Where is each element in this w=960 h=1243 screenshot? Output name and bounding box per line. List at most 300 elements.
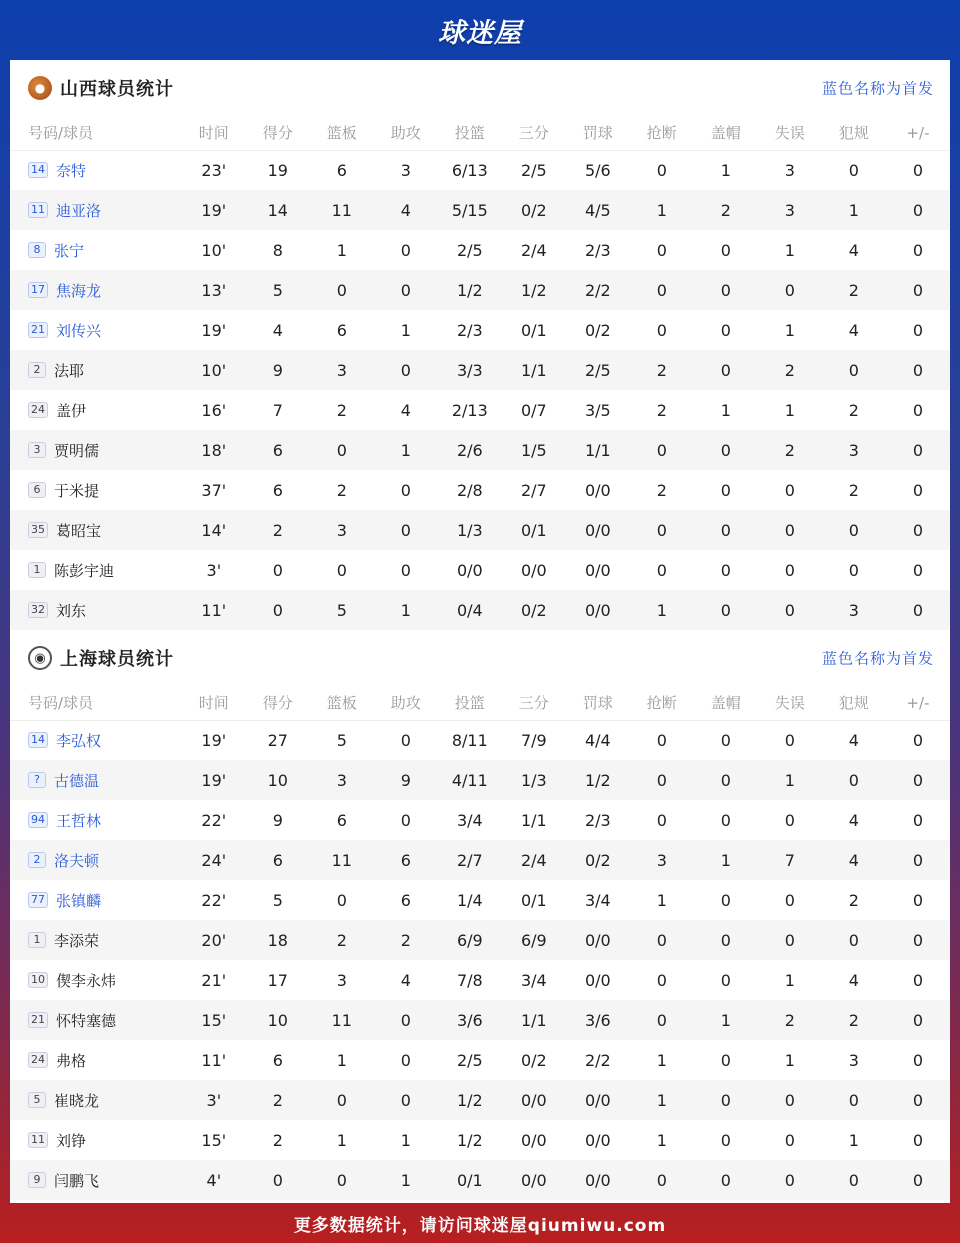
stat-cell: 7/9 <box>520 730 547 750</box>
stat-cell: 19' <box>182 760 246 800</box>
stat-cell: 23' <box>201 160 227 180</box>
stat-cell: 0 <box>720 1130 731 1150</box>
column-header[interactable]: 三分 <box>502 686 566 720</box>
player-name-link[interactable]: 奈特 <box>56 161 87 180</box>
stat-cell: 2 <box>848 400 859 420</box>
table-row[interactable] <box>10 550 950 590</box>
stat-cell: 15' <box>201 1130 227 1150</box>
column-header[interactable]: 助攻 <box>374 686 438 720</box>
stat-cell: 0 <box>374 1080 438 1120</box>
player-name-link[interactable]: 李添荣 <box>54 931 100 950</box>
stat-cell: 1 <box>656 1130 667 1150</box>
column-header[interactable]: 失误 <box>758 686 822 720</box>
player-name-link[interactable]: 李弘权 <box>56 731 102 750</box>
stat-cell: 0/0 <box>566 590 630 630</box>
stat-cell: 0 <box>630 1000 694 1040</box>
stat-cell: 0 <box>784 1130 795 1150</box>
stat-cell: 0/0 <box>456 560 483 580</box>
stat-cell: 2 <box>758 1000 822 1040</box>
stat-cell: 0 <box>694 760 758 800</box>
table-row[interactable] <box>10 1000 950 1040</box>
stat-cell: 2/3 <box>584 810 611 830</box>
stat-cell: 0 <box>630 430 694 470</box>
column-header[interactable]: 号码/球员 <box>10 686 182 720</box>
stat-cell: 0/1 <box>502 510 566 550</box>
jersey-number-badge: ? <box>28 772 46 788</box>
stat-cell: 0/2 <box>502 590 566 630</box>
player-cell[interactable] <box>10 270 182 310</box>
column-header[interactable]: 时间 <box>182 116 246 150</box>
stat-cell: 0 <box>694 920 758 960</box>
stat-cell: 6/13 <box>451 160 488 180</box>
table-row[interactable] <box>10 150 950 190</box>
player-name-link[interactable]: 张镇麟 <box>56 891 102 910</box>
jersey-number-badge: 2 <box>28 852 46 868</box>
stat-cell: 0 <box>886 920 950 960</box>
stat-cell: 9 <box>374 760 438 800</box>
stat-cell: 0 <box>822 510 886 550</box>
table-header-row <box>10 116 950 150</box>
starter-legend-note: 蓝色名称为首发 <box>821 649 934 668</box>
jersey-number-badge: 24 <box>28 1052 48 1068</box>
stat-cell: 2 <box>656 400 667 420</box>
column-header[interactable]: 三分 <box>502 116 566 150</box>
stat-cell: 9 <box>246 350 310 390</box>
stat-cell: 24' <box>182 840 246 880</box>
stat-cell: 3 <box>848 1050 859 1070</box>
stat-cell: 0/0 <box>502 1080 566 1120</box>
stat-cell: 1 <box>630 590 694 630</box>
player-name-link[interactable]: 法耶 <box>54 361 85 380</box>
column-header[interactable]: +/- <box>886 686 950 720</box>
stat-cell: 0/2 <box>584 320 611 340</box>
table-row[interactable] <box>10 350 950 390</box>
stat-cell: 5 <box>272 890 283 910</box>
table-row[interactable] <box>10 590 950 630</box>
stat-cell: 2/2 <box>584 1050 611 1070</box>
stat-cell: 2/5 <box>456 240 483 260</box>
stat-cell: 1 <box>784 400 795 420</box>
stat-cell: 0 <box>912 970 923 990</box>
stat-cell: 6/9 <box>438 920 502 960</box>
player-cell[interactable] <box>10 150 182 190</box>
stat-cell: 1/3 <box>502 760 566 800</box>
column-header[interactable]: 投篮 <box>438 116 502 150</box>
table-row[interactable] <box>10 800 950 840</box>
jersey-number-badge: 11 <box>28 1132 48 1148</box>
column-header[interactable]: 盖帽 <box>694 116 758 150</box>
stat-cell: 2/13 <box>451 400 488 420</box>
stat-cell: 3/6 <box>438 1000 502 1040</box>
stat-cell: 0 <box>758 920 822 960</box>
player-name-link[interactable]: 崔晓龙 <box>54 1091 100 1110</box>
stat-cell: 0 <box>630 920 694 960</box>
player-name-link[interactable]: 弗格 <box>56 1051 87 1070</box>
jersey-number-badge: 10 <box>28 972 48 988</box>
column-header[interactable]: 罚球 <box>566 116 630 150</box>
stat-cell: 0/1 <box>438 1160 502 1200</box>
stat-cell: 1 <box>400 320 411 340</box>
player-name-link[interactable]: 盖伊 <box>56 401 87 420</box>
player-name-link[interactable]: 陈彭宇迪 <box>54 561 115 580</box>
stat-cell: 0 <box>400 480 411 500</box>
player-cell[interactable] <box>10 800 182 840</box>
table-row[interactable] <box>10 960 950 1000</box>
stat-cell: 11 <box>310 1000 374 1040</box>
player-name-link[interactable]: 刘铮 <box>56 1131 87 1150</box>
player-cell[interactable] <box>10 920 182 960</box>
player-cell[interactable] <box>10 880 182 920</box>
stat-cell: 6 <box>246 430 310 470</box>
stat-cell: 0/0 <box>520 1130 547 1150</box>
stat-cell: 1 <box>822 190 886 230</box>
player-cell[interactable] <box>10 430 182 470</box>
stat-cell: 4 <box>400 970 411 990</box>
stat-cell: 3/5 <box>584 400 611 420</box>
stat-cell: 0 <box>272 560 283 580</box>
stat-cell: 13' <box>182 270 246 310</box>
stat-cell: 4/4 <box>584 730 611 750</box>
table-row[interactable] <box>10 310 950 350</box>
table-row[interactable] <box>10 190 950 230</box>
stat-cell: 0 <box>886 190 950 230</box>
player-cell[interactable] <box>10 840 182 880</box>
stat-cell: 1 <box>374 430 438 470</box>
stat-cell: 0 <box>656 160 667 180</box>
stat-cell: 3/3 <box>438 350 502 390</box>
column-header[interactable]: 抢断 <box>630 116 694 150</box>
stat-cell: 6 <box>336 810 347 830</box>
column-header[interactable]: 罚球 <box>566 686 630 720</box>
jersey-number-badge: 14 <box>28 732 48 748</box>
player-cell[interactable] <box>10 1120 182 1160</box>
stat-cell: 0 <box>886 1160 950 1200</box>
table-row[interactable] <box>10 510 950 550</box>
stat-cell: 0 <box>694 510 758 550</box>
footer-link-text[interactable]: 更多数据统计，请访问球迷屋qiumiwu.com <box>293 1215 667 1236</box>
stat-cell: 1 <box>374 1160 438 1200</box>
stat-cell: 0 <box>374 1000 438 1040</box>
stat-cell: 7/8 <box>456 970 483 990</box>
stat-cell: 0 <box>694 270 758 310</box>
stat-cell: 1 <box>848 1130 859 1150</box>
stat-cell: 4 <box>374 190 438 230</box>
stat-cell: 2 <box>822 270 886 310</box>
stat-cell: 17 <box>267 970 288 990</box>
stat-cell: 4 <box>848 970 859 990</box>
stat-cell: 0 <box>758 1080 822 1120</box>
player-name-link[interactable]: 于米提 <box>54 481 100 500</box>
column-header[interactable]: 时间 <box>182 686 246 720</box>
stat-cell: 4 <box>822 840 886 880</box>
stat-cell: 7 <box>758 840 822 880</box>
player-name-link[interactable]: 葛昭宝 <box>56 521 102 540</box>
stat-cell: 4 <box>848 730 859 750</box>
stat-cell: 0 <box>694 1160 758 1200</box>
table-row[interactable] <box>10 430 950 470</box>
player-name-link[interactable]: 洛夫顿 <box>54 851 100 870</box>
player-name-link[interactable]: 王哲林 <box>56 811 102 830</box>
stat-cell: 1 <box>630 190 694 230</box>
table-row[interactable] <box>10 390 950 430</box>
column-header[interactable]: 得分 <box>246 116 310 150</box>
stat-cell: 0 <box>310 1160 374 1200</box>
stat-cell: 3 <box>310 350 374 390</box>
stat-cell: 18' <box>182 430 246 470</box>
table-row[interactable] <box>10 1160 950 1200</box>
stat-cell: 1 <box>720 160 731 180</box>
player-cell[interactable] <box>10 1040 182 1080</box>
stat-cell: 0 <box>912 810 923 830</box>
stat-cell: 1 <box>694 840 758 880</box>
stat-cell: 0/0 <box>520 560 547 580</box>
table-row[interactable] <box>10 470 950 510</box>
stat-cell: 2/4 <box>520 240 547 260</box>
stat-cell: 0 <box>400 240 411 260</box>
stat-cell: 0 <box>720 1050 731 1070</box>
stat-cell: 0 <box>694 430 758 470</box>
jersey-number-badge: 35 <box>28 522 48 538</box>
column-header[interactable]: 投篮 <box>438 686 502 720</box>
stat-cell: 0 <box>720 730 731 750</box>
player-cell[interactable] <box>10 390 182 430</box>
stat-cell: 0 <box>912 890 923 910</box>
stat-cell: 1 <box>400 1130 411 1150</box>
stat-cell: 1/2 <box>438 270 502 310</box>
stat-cell: 0 <box>886 270 950 310</box>
column-header[interactable]: 助攻 <box>374 116 438 150</box>
player-cell[interactable] <box>10 510 182 550</box>
stat-cell: 11 <box>310 840 374 880</box>
stat-cell: 27 <box>267 730 288 750</box>
stat-cell: 3 <box>336 970 347 990</box>
stat-cell: 0 <box>310 270 374 310</box>
stat-cell: 2/5 <box>520 160 547 180</box>
player-cell[interactable] <box>10 960 182 1000</box>
stat-cell: 0 <box>784 810 795 830</box>
player-cell[interactable] <box>10 230 182 270</box>
jersey-number-badge: 21 <box>28 322 48 338</box>
column-header[interactable]: 得分 <box>246 686 310 720</box>
stat-cell: 4 <box>848 320 859 340</box>
stat-cell: 0 <box>720 970 731 990</box>
stat-cell: 3/4 <box>456 810 483 830</box>
stat-cell: 0 <box>784 890 795 910</box>
player-cell[interactable] <box>10 190 182 230</box>
stat-cell: 10 <box>246 760 310 800</box>
stat-cell: 6 <box>272 480 283 500</box>
table-row[interactable] <box>10 270 950 310</box>
table-row[interactable] <box>10 230 950 270</box>
stat-cell: 0/0 <box>502 1160 566 1200</box>
stat-cell: 2 <box>848 480 859 500</box>
table-row[interactable] <box>10 1120 950 1160</box>
team-header <box>10 60 950 116</box>
player-name-link[interactable]: 古德温 <box>54 771 100 790</box>
jersey-number-badge: 5 <box>28 1092 46 1108</box>
stat-cell: 1 <box>336 240 347 260</box>
jersey-number-badge: 17 <box>28 282 48 298</box>
stat-cell: 0 <box>784 560 795 580</box>
table-row[interactable] <box>10 880 950 920</box>
stat-cell: 0 <box>822 920 886 960</box>
stat-cell: 0 <box>310 1080 374 1120</box>
stat-cell: 15' <box>182 1000 246 1040</box>
stats-panel <box>10 60 950 1203</box>
player-name-link[interactable]: 刘东 <box>56 601 87 620</box>
stat-cell: 0 <box>720 240 731 260</box>
stat-cell: 0/2 <box>520 1050 547 1070</box>
table-row[interactable] <box>10 720 950 760</box>
player-cell[interactable] <box>10 350 182 390</box>
column-header[interactable]: 犯规 <box>822 686 886 720</box>
stat-cell: 3' <box>182 1080 246 1120</box>
stat-cell: 4/11 <box>438 760 502 800</box>
stat-cell: 4/5 <box>566 190 630 230</box>
stat-cell: 3 <box>630 840 694 880</box>
stat-cell: 0 <box>336 890 347 910</box>
table-row[interactable] <box>10 920 950 960</box>
stat-cell: 4 <box>848 240 859 260</box>
stat-cell: 2 <box>310 920 374 960</box>
table-row[interactable] <box>10 1040 950 1080</box>
column-header[interactable]: 抢断 <box>630 686 694 720</box>
stat-cell: 0 <box>758 270 822 310</box>
player-name-link[interactable]: 贾明儒 <box>54 441 100 460</box>
stat-cell: 0/0 <box>566 510 630 550</box>
stat-cell: 4 <box>272 320 283 340</box>
stat-cell: 1/2 <box>566 760 630 800</box>
stat-cell: 1 <box>630 1080 694 1120</box>
stat-cell: 1 <box>694 1000 758 1040</box>
stat-cell: 3' <box>206 560 222 580</box>
player-cell[interactable] <box>10 1000 182 1040</box>
stat-cell: 8/11 <box>451 730 488 750</box>
player-cell[interactable] <box>10 720 182 760</box>
stat-cell: 0 <box>886 350 950 390</box>
player-cell[interactable] <box>10 470 182 510</box>
stat-cell: 0 <box>246 590 310 630</box>
stat-cell: 3 <box>784 160 795 180</box>
stat-cell: 3/6 <box>566 1000 630 1040</box>
footer-banner[interactable] <box>0 1203 960 1243</box>
stat-cell: 7 <box>272 400 283 420</box>
jersey-number-badge: 2 <box>28 362 46 378</box>
stat-cell: 10' <box>201 240 227 260</box>
player-name-link[interactable]: 张宁 <box>54 241 85 260</box>
stat-cell: 0 <box>848 160 859 180</box>
jersey-number-badge: 14 <box>28 162 48 178</box>
stat-cell: 0 <box>758 510 822 550</box>
stat-cell: 0 <box>720 890 731 910</box>
stat-cell: 11' <box>182 590 246 630</box>
stat-cell: 1/1 <box>520 810 547 830</box>
stat-cell: 5 <box>310 590 374 630</box>
stat-cell: 0 <box>374 350 438 390</box>
stat-cell: 6 <box>336 320 347 340</box>
stat-cell: 0/0 <box>584 560 611 580</box>
stat-cell: 0 <box>886 840 950 880</box>
stat-cell: 3 <box>822 590 886 630</box>
stat-cell: 6 <box>272 1050 283 1070</box>
column-header[interactable]: 号码/球员 <box>10 116 182 150</box>
stat-cell: 0 <box>246 1160 310 1200</box>
table-row[interactable] <box>10 840 950 880</box>
stat-cell: 0/2 <box>566 840 630 880</box>
stat-cell: 20' <box>182 920 246 960</box>
stat-cell: 0 <box>630 760 694 800</box>
team-section <box>10 630 950 1200</box>
column-header[interactable]: 盖帽 <box>694 686 758 720</box>
table-row[interactable] <box>10 760 950 800</box>
player-name-link[interactable]: 刘传兴 <box>56 321 102 340</box>
stat-cell: 2/3 <box>584 240 611 260</box>
stat-cell: 0 <box>912 1130 923 1150</box>
stat-cell: 0 <box>912 160 923 180</box>
stat-cell: 0 <box>656 970 667 990</box>
stat-cell: 4 <box>400 400 411 420</box>
stat-cell: 2 <box>246 510 310 550</box>
starter-legend-note: 蓝色名称为首发 <box>821 79 934 98</box>
team-header <box>10 630 950 686</box>
stat-cell: 2 <box>336 480 347 500</box>
stat-cell: 0 <box>720 810 731 830</box>
player-name-link[interactable]: 闫鹏飞 <box>54 1171 100 1190</box>
column-header[interactable]: +/- <box>886 116 950 150</box>
player-name-link[interactable]: 偰李永炜 <box>56 971 117 990</box>
player-stats-table <box>10 116 950 630</box>
stat-cell: 0 <box>758 590 822 630</box>
stat-cell: 5/15 <box>438 190 502 230</box>
player-cell[interactable] <box>10 760 182 800</box>
column-header[interactable]: 失误 <box>758 116 822 150</box>
stat-cell: 16' <box>201 400 227 420</box>
stat-cell: 2/7 <box>438 840 502 880</box>
stat-cell: 0/2 <box>502 190 566 230</box>
shark-team-logo: ◉ <box>28 646 52 670</box>
stat-cell: 6 <box>400 890 411 910</box>
column-header[interactable]: 篮板 <box>310 686 374 720</box>
player-cell[interactable] <box>10 310 182 350</box>
stat-cell: 3 <box>400 160 411 180</box>
stat-cell: 0 <box>694 350 758 390</box>
player-name-link[interactable]: 迪亚洛 <box>56 201 102 220</box>
player-cell[interactable] <box>10 590 182 630</box>
table-row[interactable] <box>10 1080 950 1120</box>
player-cell[interactable] <box>10 1080 182 1120</box>
stat-cell: 0 <box>720 560 731 580</box>
jersey-number-badge: 8 <box>28 242 46 258</box>
stat-cell: 0 <box>912 730 923 750</box>
player-name-link[interactable]: 怀特塞德 <box>56 1011 117 1030</box>
player-stats-table <box>10 686 950 1200</box>
stat-cell: 0 <box>336 560 347 580</box>
stat-cell: 2 <box>246 1080 310 1120</box>
player-name-link[interactable]: 焦海龙 <box>56 281 102 300</box>
stat-cell: 0 <box>784 480 795 500</box>
stat-cell: 0/0 <box>566 920 630 960</box>
stat-cell: 3 <box>758 190 822 230</box>
stat-cell: 0 <box>784 730 795 750</box>
player-cell[interactable] <box>10 1160 182 1200</box>
stat-cell: 0/1 <box>520 320 547 340</box>
column-header[interactable]: 犯规 <box>822 116 886 150</box>
stat-cell: 0 <box>822 1080 886 1120</box>
player-cell[interactable] <box>10 550 182 590</box>
team-title: 山西球员统计 <box>60 79 174 100</box>
column-header[interactable]: 篮板 <box>310 116 374 150</box>
jersey-number-badge: 1 <box>28 562 46 578</box>
